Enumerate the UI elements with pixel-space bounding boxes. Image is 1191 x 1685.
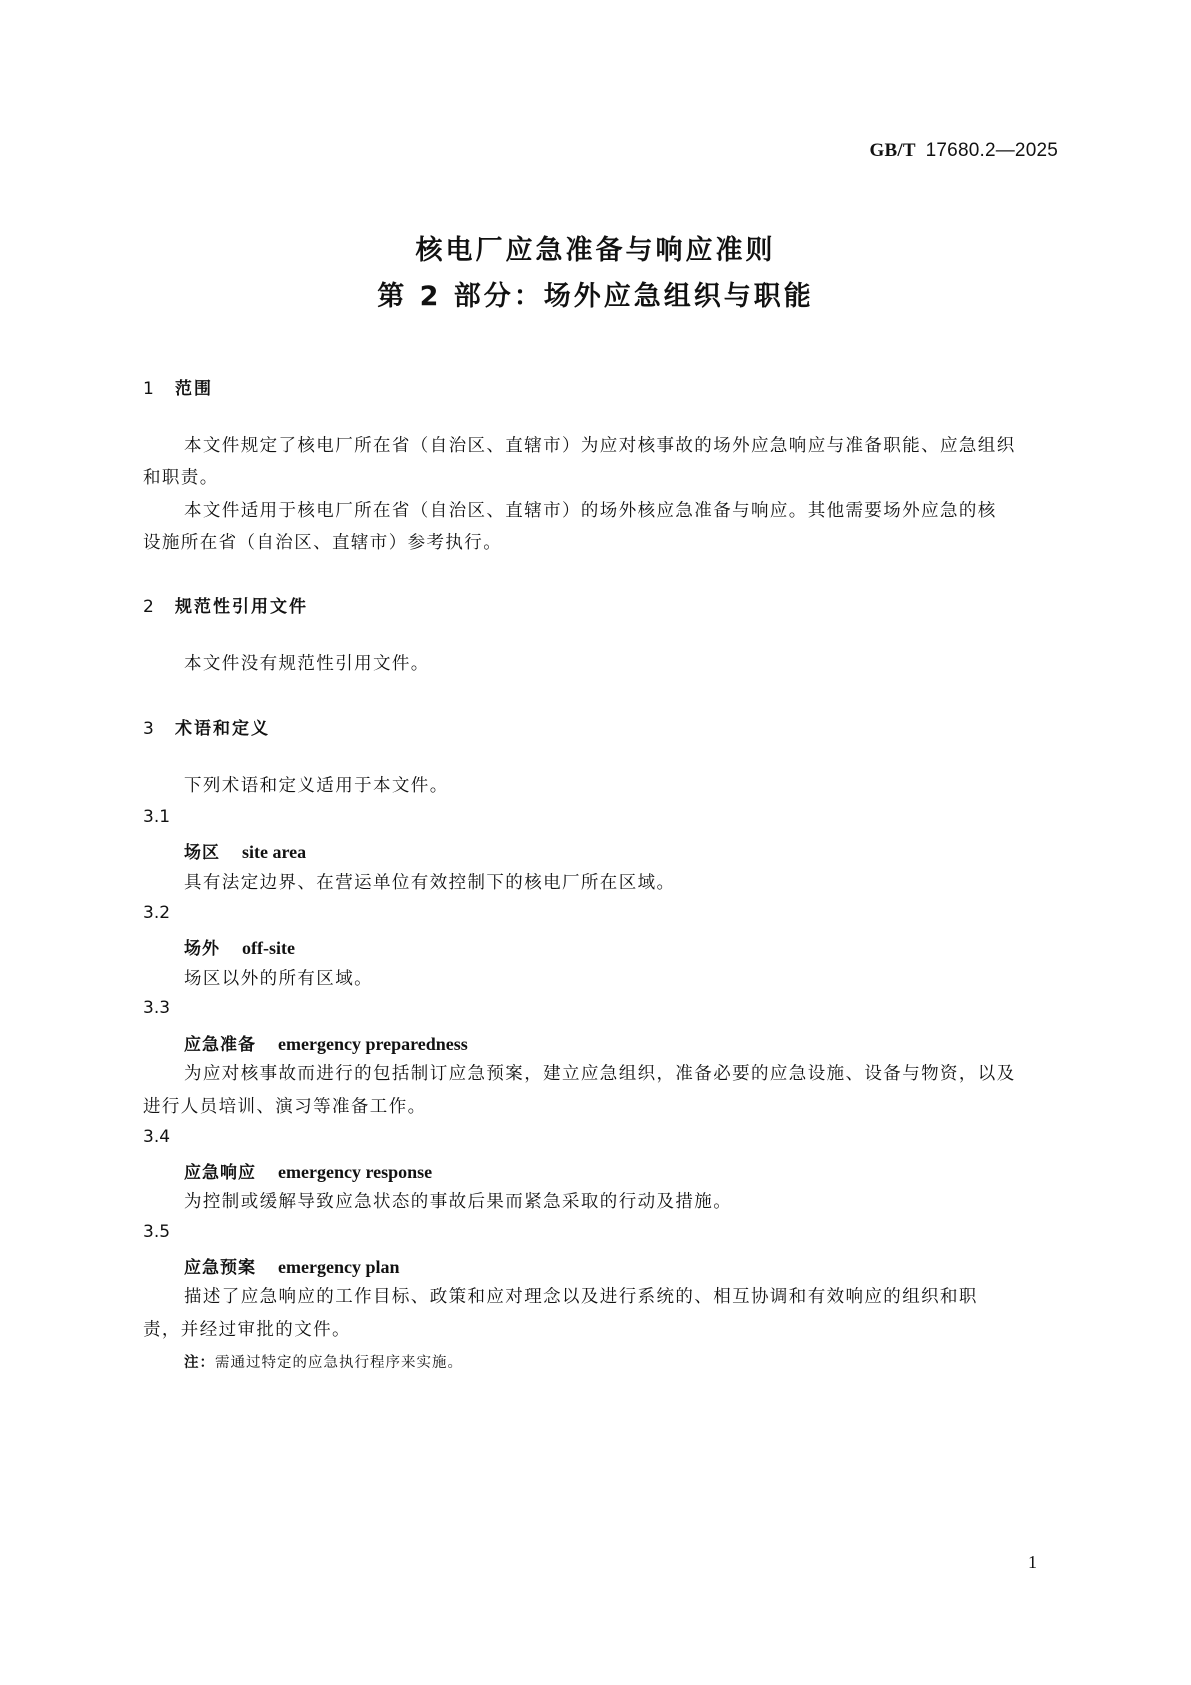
standard-code-number: 17680.2—2025 xyxy=(925,140,1058,161)
term-en: site area xyxy=(242,842,307,862)
term-number: 3.5 xyxy=(143,1222,171,1242)
term-en: emergency plan xyxy=(278,1257,400,1277)
term-en: off-site xyxy=(242,938,295,958)
term-definition: 责，并经过审批的文件。 xyxy=(143,1320,351,1340)
term-title xyxy=(184,838,306,863)
document-subtitle: 第 2 部分：场外应急组织与职能 xyxy=(377,281,814,312)
note xyxy=(184,1351,463,1372)
term-definition: 为应对核事故而进行的包括制订应急预案，建立应急组织，准备必要的应急设施、设备与物资，以及 xyxy=(184,1064,1016,1084)
term-definition: 具有法定边界、在营运单位有效控制下的核电厂所在区域。 xyxy=(184,873,676,893)
paragraph-line: 本文件规定了核电厂所在省（自治区、直辖市）为应对核事故的场外应急响应与准备职能、应急组织 xyxy=(184,436,1016,456)
term-number: 3.3 xyxy=(143,998,171,1018)
note-label: 注： xyxy=(184,1355,215,1371)
section-number: 3 xyxy=(143,719,154,739)
term-zh: 应急准备 xyxy=(184,1035,256,1055)
paragraph-line: 和职责。 xyxy=(143,468,219,488)
paragraph-line: 本文件适用于核电厂所在省（自治区、直辖市）的场外核应急准备与响应。其他需要场外应急的核 xyxy=(184,501,997,521)
standard-code xyxy=(0,140,1058,162)
section-2-heading xyxy=(143,592,308,617)
paragraph-line: 设施所在省（自治区、直辖市）参考执行。 xyxy=(143,533,503,553)
term-zh: 应急响应 xyxy=(184,1163,256,1183)
term-en: emergency preparedness xyxy=(278,1034,468,1054)
term-zh: 场外 xyxy=(184,939,220,959)
term-title xyxy=(184,1030,468,1055)
paragraph-line: 下列术语和定义适用于本文件。 xyxy=(184,776,449,796)
section-title: 术语和定义 xyxy=(175,719,270,739)
term-title xyxy=(184,1158,432,1183)
term-title xyxy=(184,1253,399,1278)
section-title: 范围 xyxy=(175,379,213,399)
term-number: 3.4 xyxy=(143,1127,171,1147)
term-zh: 场区 xyxy=(184,843,220,863)
paragraph-line: 本文件没有规范性引用文件。 xyxy=(184,654,430,674)
term-definition: 进行人员培训、演习等准备工作。 xyxy=(143,1097,427,1117)
standard-code-prefix: GB/T xyxy=(869,140,916,161)
section-3-heading xyxy=(143,714,270,739)
page-number: 1 xyxy=(1028,1552,1037,1572)
term-en: emergency response xyxy=(278,1162,433,1182)
term-definition: 描述了应急响应的工作目标、政策和应对理念以及进行系统的、相互协调和有效响应的组织和职 xyxy=(184,1287,978,1307)
section-1-heading xyxy=(143,374,213,399)
term-title xyxy=(184,934,295,959)
section-number: 1 xyxy=(143,379,154,399)
section-title: 规范性引用文件 xyxy=(175,597,308,617)
term-zh: 应急预案 xyxy=(184,1258,256,1278)
term-number: 3.2 xyxy=(143,903,171,923)
note-text: 需通过特定的应急执行程序来实施。 xyxy=(215,1355,463,1371)
term-definition: 场区以外的所有区域。 xyxy=(184,969,373,989)
term-number: 3.1 xyxy=(143,807,171,827)
term-definition: 为控制或缓解导致应急状态的事故后果而紧急采取的行动及措施。 xyxy=(184,1192,733,1212)
document-title: 核电厂应急准备与响应准则 xyxy=(415,235,776,266)
section-number: 2 xyxy=(143,597,154,617)
